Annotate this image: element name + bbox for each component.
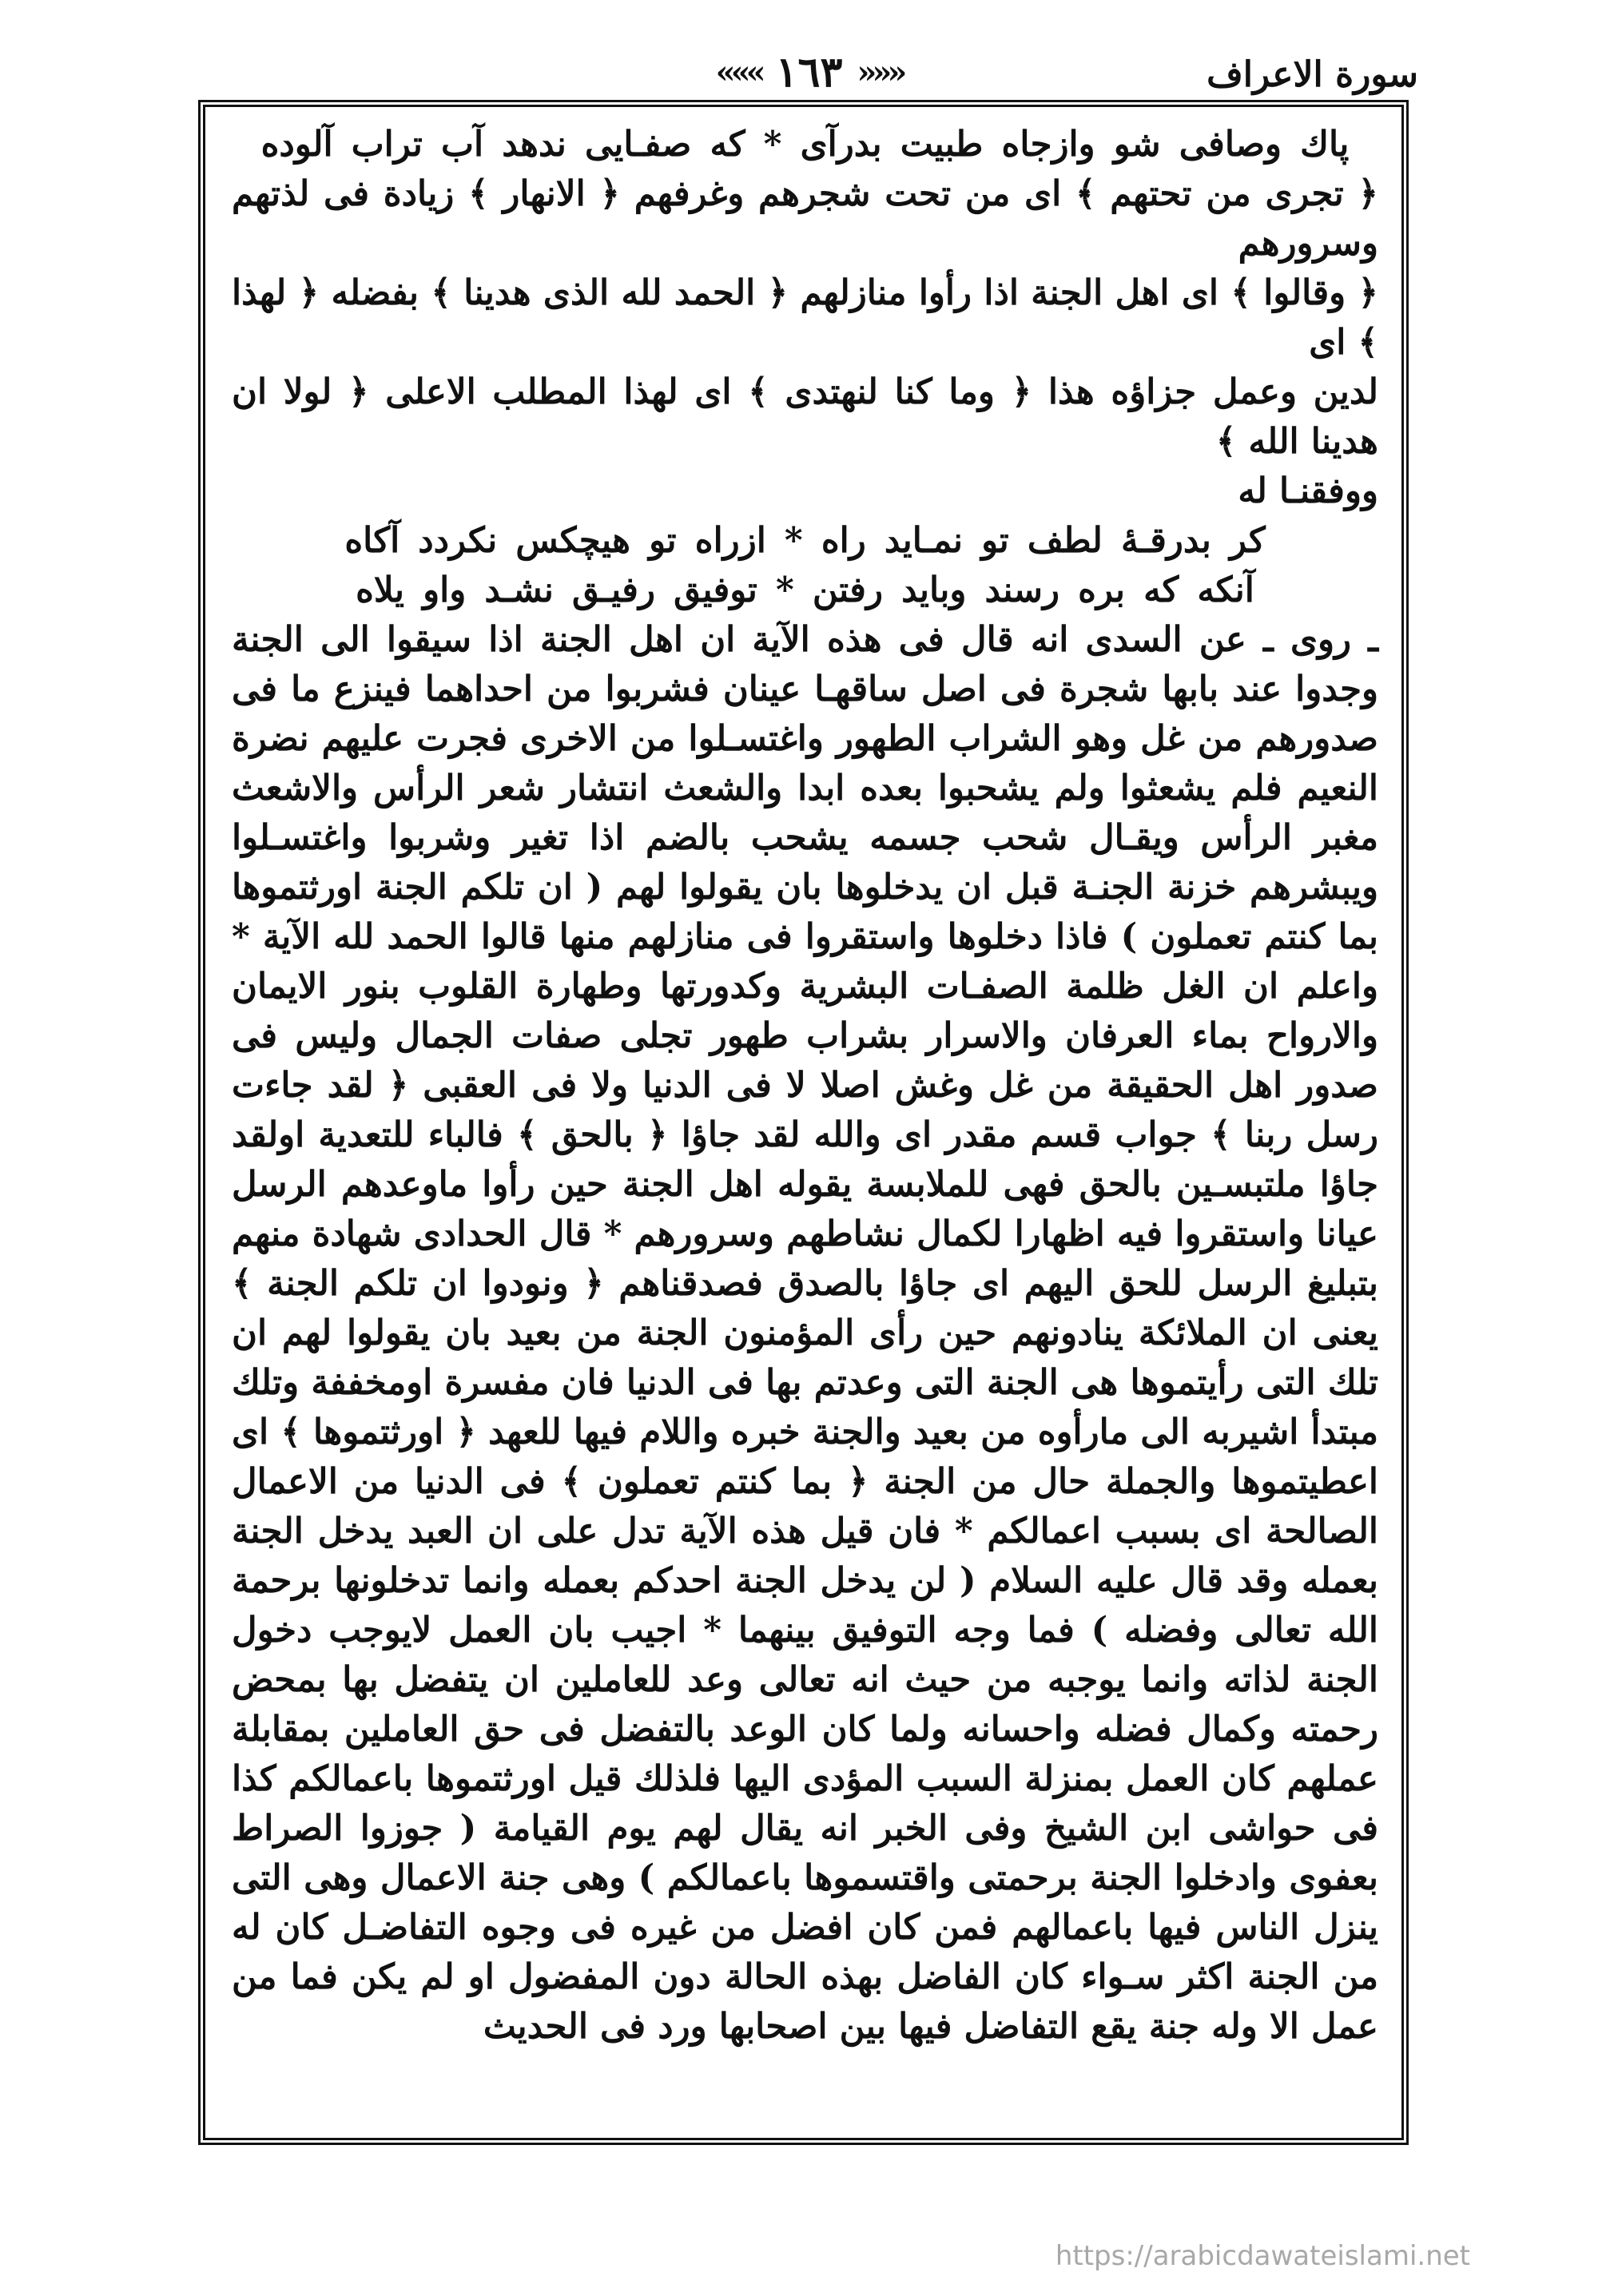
- poem-line: كر بدرقـهٔ لطف تو نمـايد راه * ازراه تو هيچكس نكردد آكاه: [344, 520, 1266, 561]
- page-body: [232, 120, 1378, 2052]
- text-line: لدين وعمل جزاؤه هذا ﴿ وما كنا لنهتدى ﴾ اى لهذا المطلب الاعلى ﴿ لولا ان هدينا الله ﴾: [232, 371, 1378, 462]
- text-line: ﴿ وقالوا ﴾ اى اهل الجنة اذا رأوا منازلهم ﴿ الحمد لله الذى هدينا ﴾ بفضله ﴿ لهذا ﴾ اى: [232, 272, 1378, 363]
- poem-line: آنكه كه بره رسند وبايد رفتن * توفيق رفيـق نشـد واو يلاه: [356, 570, 1254, 610]
- page-number-block: [716, 48, 903, 97]
- surah-name: سورة الاعراف: [1207, 54, 1418, 95]
- ornament-right: »»»: [857, 54, 903, 91]
- watermark-url: https://arabicdawateislami.net: [1055, 2240, 1470, 2272]
- text-line: ووفقنـا له: [1238, 471, 1378, 511]
- text-line: ﴿ تجرى من تحتهم ﴾ اى من تحت شجرهم وغرفهم ﴿ الانهار ﴾ زيادة فى لذتهم وسرورهم: [232, 173, 1378, 264]
- ornament-left: «««: [715, 54, 761, 91]
- page-number: ١٦٣: [775, 48, 843, 97]
- poem-line: پاك وصافى شو وازجاه طبيت بدرآى * كه صفـايى ندهد آب تراب آلوده: [260, 124, 1350, 165]
- body-paragraph: ـ روى ـ عن السدى انه قال فى هذه الآية ان اهل الجنة اذا سيقوا الى الجنة وجدوا عند بابها شجرة فى اصل ساقهـا عينان فشربوا من احداهما فينزع ما فى صدورهم من غل وهو الشراب الطهور واغتسـلوا من الاخرى فجرت عليهم نضرة النعيم فلم يشعثوا ولم يشحبوا بعده ابدا والشعث انتشار شعر الرأس والاشعث مغبر الرأس ويقـال شحب جسمه يشحب بالضم اذا تغير وشربوا واغتسـلوا ويبشرهم خزنة الجنـة قبل ان يدخلوها بان يقولوا لهم ( ان تلكم الجنة اورثتموها بما كنتم تعملون ) فاذا دخلوها واستقروا فى منازلهم منها قالوا الحمد لله الآية * واعلم ان الغل ظلمة الصفـات البشرية وكدورتها وطهارة القلوب بنور الايمان والارواح بماء العرفان والاسرار بشراب طهور تجلى صفات الجمال وليس فى صدور اهل الحقيقة من غل وغش اصلا لا فى الدنيا ولا فى العقبى ﴿ لقد جاءت رسل ربنا ﴾ جواب قسم مقدر اى والله لقد جاؤا ﴿ بالحق ﴾ فالباء للتعدية اولقد جاؤا ملتبسـين بالحق فهى للملابسة يقوله اهل الجنة حين رأوا ماوعدهم الرسل عيانا واستقروا فيه اظهارا لكمال نشاطهم وسرورهم * قال الحدادى شهادة منهم بتبليغ الرسل للحق اليهم اى جاؤا بالصدق فصدقناهم ﴿ ونودوا ان تلكم الجنة ﴾ يعنى ان الملائكة ينادونهم حين رأى المؤمنون الجنة من بعيد بان يقولوا لهم ان تلك التى رأيتموها هى الجنة التى وعدتم بها فى الدنيا فان مفسرة اومخففة وتلك مبتدأ اشيربه الى مارأوه من بعيد والجنة خبره واللام فيها للعهد ﴿ اورثتموها ﴾ اى اعطيتموها والجملة حال من الجنة ﴿ بما كنتم تعملون ﴾ فى الدنيا من الاعمال الصالحة اى بسبب اعمالكم * فان قيل هذه الآية تدل على ان العبد يدخل الجنة بعمله وقد قال عليه السلام ( لن يدخل الجنة احدكم بعمله وانما تدخلونها برحمة الله تعالى وفضله ) فما وجه التوفيق بينهما * اجيب بان العمل لايوجب دخول الجنة لذاته وانما يوجبه من حيث انه تعالى وعد للعاملين ان يتفضل بها بمحض رحمته وكمال فضله واحسانه ولما كان الوعد بالتفضل فى حق العاملين بمقابلة عملهم كان العمل بمنزلة السبب المؤدى اليها فلذلك قيل اورثتموها باعمالكم كذا فى حواشى ابن الشيخ وفى الخبر انه يقال لهم يوم القيامة ( جوزوا الصراط بعفوى وادخلوا الجنة برحمتى واقتسموها باعمالكم ) وهى جنة الاعمال وهى التى ينزل الناس فيها باعمالهم فمن كان افضل من غيره فى وجوه التفاضـل كان له من الجنة اكثر سـواء كان الفاضل بهذه الحالة دون المفضول او لم يكن فما من عمل الا وله جنة يقع التفاضل فيها بين اصحابها ورد فى الحديث: [232, 619, 1378, 2047]
